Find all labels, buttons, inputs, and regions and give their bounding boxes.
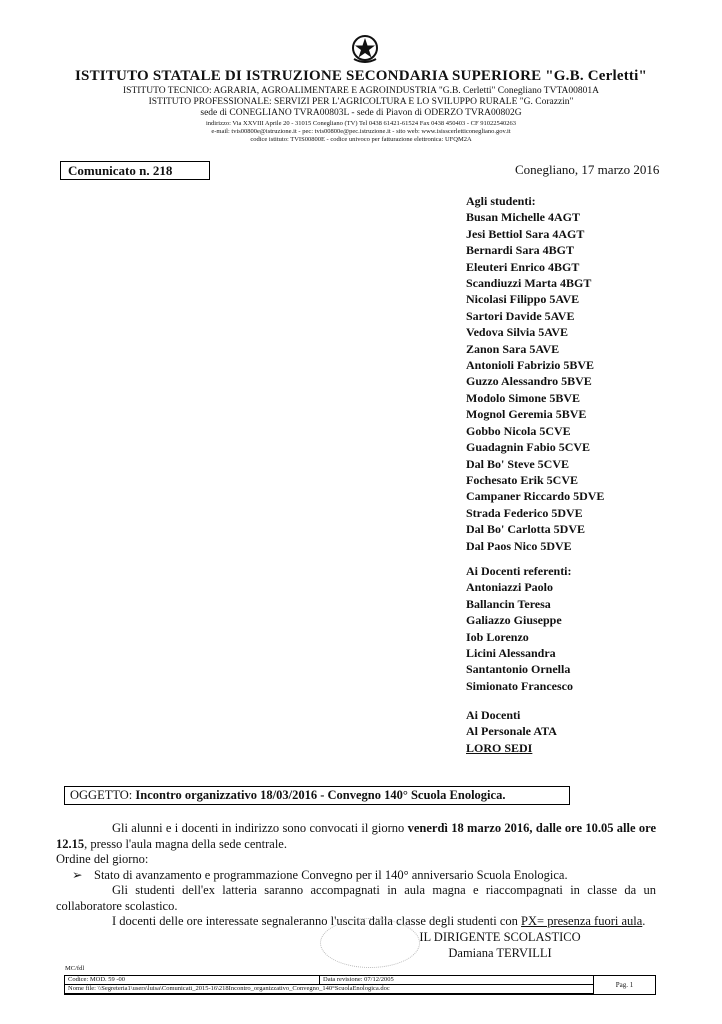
student-list-item: Antonioli Fabrizio 5BVE bbox=[466, 358, 595, 373]
recipient-personale-ata: Al Personale ATA bbox=[466, 724, 557, 739]
footer-table bbox=[64, 975, 656, 995]
attendance-text: I docenti delle ore interessate segnaleranno l'uscita dalla classe degli studenti con bbox=[112, 914, 522, 928]
convocation-date: venerdì 18 marzo 2016 bbox=[407, 821, 530, 835]
attendance-period: . bbox=[642, 914, 646, 928]
agenda-item-text: Stato di avanzamento e programmazione Convegno per il 140° anniversario Scuola Enologica. bbox=[94, 867, 568, 882]
header-line-codes: codice istituto: TVIS00800E - codice univoco per fatturazione elettronica: UFQM2A bbox=[250, 136, 472, 143]
convocation-start-time: 10.05 bbox=[585, 821, 614, 835]
teacher-list-item: Galiazzo Giuseppe bbox=[466, 613, 562, 628]
student-list-item: Campaner Riccardo 5DVE bbox=[466, 489, 605, 504]
recipients-block bbox=[466, 193, 604, 554]
agenda-heading: Ordine del giorno: bbox=[56, 852, 149, 866]
student-list-item: Nicolasi Filippo 5AVE bbox=[466, 292, 580, 307]
student-list-item: Gobbo Nicola 5CVE bbox=[466, 423, 571, 438]
loro-sedi: LORO SEDI bbox=[466, 740, 533, 755]
convocation-paragraph bbox=[56, 821, 656, 852]
student-list-item: Fochesato Erik 5CVE bbox=[466, 472, 578, 487]
subject-label: OGGETTO: bbox=[70, 788, 133, 802]
student-list-item: Zanon Sara 5AVE bbox=[466, 341, 560, 356]
teacher-list-item: Simionato Francesco bbox=[466, 678, 573, 693]
republic-emblem-icon bbox=[350, 33, 380, 65]
teachers-heading: Ai Docenti referenti: bbox=[466, 564, 572, 578]
student-list-item: Sartori Davide 5AVE bbox=[466, 308, 575, 323]
latteria-paragraph: Gli studenti dell'ex latteria saranno accompagnati in aula magna e riaccompagnati in classe da un collaboratore scolastico. bbox=[56, 883, 656, 913]
teacher-list-item: Licini Alessandra bbox=[466, 646, 556, 661]
other-recipients-block bbox=[466, 707, 557, 756]
agenda-item bbox=[56, 868, 656, 884]
convocation-text: Gli alunni e i docenti in indirizzo sono convocati il giorno bbox=[112, 821, 408, 835]
footer-filename: Nome file: \\Segreteria1\users\luisa\Comunicati_2015-16\218Incontro_organizzativo_Convegno_140°ScuolaEnologica.doc bbox=[68, 985, 390, 992]
subject-text: Incontro organizzativo 18/03/2016 - Convegno 140° Scuola Enologica. bbox=[135, 788, 506, 802]
letter-body bbox=[56, 821, 656, 930]
footer-row bbox=[65, 976, 655, 985]
header-line-address: indirizzo: Via XXVIII Aprile 20 - 31015 Conegliano (TV) Tel 0438 61421-61524 Fax 0438 450403 - CF 91022540263 bbox=[206, 120, 516, 127]
header-line-tecnico: ISTITUTO TECNICO: AGRARIA, AGROALIMENTARE E AGROINDUSTRIA "G.B. Cerletti" Conegliano TVTA00801A bbox=[123, 86, 599, 96]
recipient-docenti: Ai Docenti bbox=[466, 708, 521, 722]
teacher-list-item: Antoniazzi Paolo bbox=[466, 580, 553, 595]
students-heading: Agli studenti: bbox=[466, 194, 536, 208]
student-list-item: Jesi Bettiol Sara 4AGT bbox=[466, 226, 585, 241]
teachers-block bbox=[466, 563, 573, 694]
teacher-list-item: Santantonio Ornella bbox=[466, 662, 571, 677]
page-number: Pag. 1 bbox=[593, 976, 655, 994]
arrow-bullet-icon: ➢ bbox=[72, 867, 83, 882]
student-list-item: Scandiuzzi Marta 4BGT bbox=[466, 276, 592, 291]
convocation-end-time: 12.15 bbox=[56, 836, 85, 851]
px-code: PX= presenza fuori aula bbox=[521, 914, 643, 928]
footer-row bbox=[65, 985, 655, 994]
signature-name: Damiana TERVILLI bbox=[448, 946, 552, 960]
institute-title: ISTITUTO STATALE DI ISTRUZIONE SECONDARIA SUPERIORE "G.B. Cerletti" bbox=[75, 68, 647, 84]
teacher-list-item: Ballancin Teresa bbox=[466, 596, 551, 611]
convocation-text-to: alle ore bbox=[613, 821, 656, 835]
convocation-location: , presso l'aula magna della sede centrale. bbox=[84, 836, 287, 851]
teacher-list-item: Iob Lorenzo bbox=[466, 629, 529, 644]
subject-box bbox=[64, 786, 570, 805]
signature-block bbox=[400, 929, 600, 961]
student-list-item: Dal Paos Nico 5DVE bbox=[466, 538, 572, 553]
footer-code: MC/fdl bbox=[65, 965, 85, 972]
student-list-item: Eleuteri Enrico 4BGT bbox=[466, 259, 580, 274]
footer-data-revisione: Data revisione: 07/12/2005 bbox=[323, 976, 394, 983]
signature-role: IL DIRIGENTE SCOLASTICO bbox=[419, 930, 581, 944]
header-line-contacts: e-mail: tvis00800e@istruzione.it - pec: tvis00800e@pec.istruzione.it - sito web: www.isisscerletticonegliano.gov.it bbox=[211, 128, 511, 135]
student-list-item: Guadagnin Fabio 5CVE bbox=[466, 440, 591, 455]
student-list-item: Dal Bo' Steve 5CVE bbox=[466, 456, 569, 471]
student-list-item: Busan Michelle 4AGT bbox=[466, 210, 581, 225]
dateline: Conegliano, 17 marzo 2016 bbox=[515, 162, 660, 177]
convocation-text-from: , dalle ore bbox=[529, 821, 586, 835]
student-list-item: Vedova Silvia 5AVE bbox=[466, 325, 569, 340]
header-line-professionale: ISTITUTO PROFESSIONALE: SERVIZI PER L'AGRICOLTURA E LO SVILUPPO RURALE "G. Corazzin" bbox=[148, 97, 574, 107]
footer-codice: Codice: MOD. 59 -00 bbox=[65, 976, 320, 984]
student-list-item: Modolo Simone 5BVE bbox=[466, 390, 581, 405]
student-list-item: Bernardi Sara 4BGT bbox=[466, 243, 575, 258]
student-list-item: Mognol Geremia 5BVE bbox=[466, 407, 587, 422]
student-list-item: Strada Federico 5DVE bbox=[466, 505, 583, 520]
student-list-item: Guzzo Alessandro 5BVE bbox=[466, 374, 592, 389]
comunicato-number: Comunicato n. 218 bbox=[60, 161, 210, 180]
header-line-sedi: sede di CONEGLIANO TVRA00803L - sede di Piavon di ODERZO TVRA00802G bbox=[200, 108, 522, 118]
student-list-item: Dal Bo' Carlotta 5DVE bbox=[466, 522, 585, 537]
